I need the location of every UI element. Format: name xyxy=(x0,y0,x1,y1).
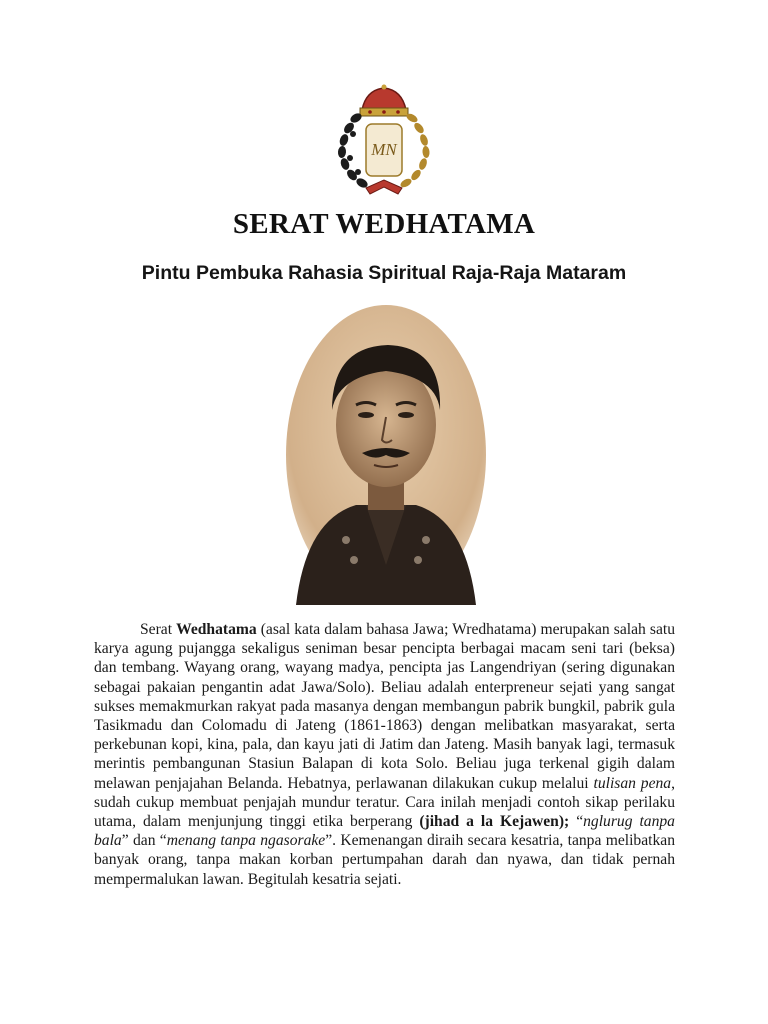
text-run: ”. Kemenangan diraih secara kesatria, tanpa melibatkan banyak orang, tanpa makan korban pertumpahan darah dan nyawa, dan tidak pernah mempermalukan lawan. Begitulah kesatria sejati. xyxy=(94,832,675,888)
crown-icon xyxy=(360,85,408,117)
portrait-photo xyxy=(286,305,486,605)
page-subtitle: Pintu Pembuka Rahasia Spiritual Raja-Raja Mataram xyxy=(141,262,627,284)
text-run-italic: menang tanpa ngasorake xyxy=(166,832,326,850)
page-title: SERAT WEDHATAMA xyxy=(232,208,536,240)
mangkunegaran-emblem-logo xyxy=(322,84,446,200)
right-wreath-icon xyxy=(399,112,430,189)
text-run-bold: (jihad a la Kejawen); xyxy=(419,813,570,831)
text-run-italic: nglurug tanpa bala xyxy=(94,813,675,850)
text-run: (asal kata dalam bahasa Jawa; Wredhatama) merupakan salah satu karya agung pujangga sekaligus seniman besar pencipta berbagai macam seni tari (beksa) dan tembang. Wayang orang, wayang madya, pencipta jas Langendriyan (sering digunakan sebagai pakaian pengantin adat Jawa/Solo). Beliau adalah enterpreneur sejati yang sangat sukses memakmurkan rakyat pada masanya dengan membangun pabrik bungkil, pabrik gula Tasikmadu dan Colomadu di Jateng (1861-1863) dengan melibatkan masyarakat, serta perkebunan kopi, kina, pala, dan kayu jati di Jatim dan Jateng. Masih banyak lagi, termasuk merintis pembangunan Stasiun Balapan di kota Solo. Beliau juga terkenal gigih dalam melawan penjajahan Belanda. Hebatnya, perlawanan dilakukan cukup melalui xyxy=(94,621,675,792)
monogram-medallion xyxy=(366,124,402,176)
text-run-italic: tulisan pena xyxy=(593,774,672,792)
ribbon-icon xyxy=(366,180,402,194)
text-run: Serat xyxy=(140,621,177,638)
text-run: , sudah cukup membuat penjajah mundur teratur. Cara inilah menjadi contoh sikap perilaku utama, dalam menjunjung tinggi etika berperang xyxy=(94,774,676,831)
text-run: ” dan “ xyxy=(121,832,167,850)
left-wreath-icon xyxy=(337,112,369,190)
body-paragraph xyxy=(94,620,675,889)
text-run-bold: Wedhatama xyxy=(176,621,257,638)
monogram-text: MN xyxy=(371,140,397,159)
text-run: “ xyxy=(569,813,584,831)
